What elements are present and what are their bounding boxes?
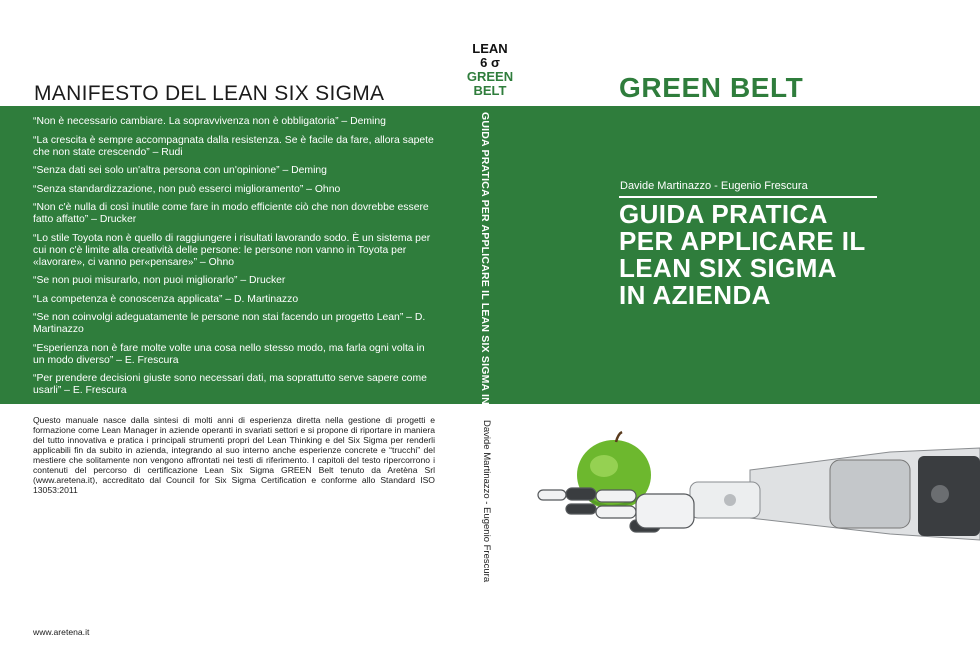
- front-title-line: PER APPLICARE IL: [619, 226, 866, 256]
- robot-arm-icon: [690, 448, 980, 540]
- quote: “Se non coinvolgi adeguatamente le persone non stai facendo un progetto Lean” – D. Martinazzo: [33, 312, 426, 335]
- robot-fingers-icon: [538, 488, 694, 532]
- title-divider: [619, 196, 877, 198]
- front-title: [619, 201, 959, 309]
- quote: “La crescita è sempre accompagnata dalla resistenza. Se è facile da fare, allora sapete che non state crescendo” – Rudi: [33, 134, 434, 158]
- logo-line-green: GREEN: [466, 69, 514, 84]
- back-cover-blurb: Questo manuale nasce dalla sintesi di molti anni di esperienza diretta nella gestione di progetti e formazione come Lean Manager in aziende operanti in svariati settori e si propone di riportare in maniera del tutto innovativa e pratica i principali strumenti propri del Lean Thinking e del Six Sigma per renderli applicabili fin da subito in azienda, integrando al suo interno anche esperienze concrete e “trucchi” del mestiere che solitamente non vengono affrontati nei testi di riferimento. I capitoli del testo ripercorrono i contenuti del percorso di certificazione Lean Six Sigma GREEN Belt tenuto da Aretèna Srl (www.aretena.it), accreditato dal Council for Six Sigma Certification e conforme allo Standard ISO 13053:2011: [33, 415, 435, 495]
- front-title-line: GUIDA PRATICA: [619, 199, 828, 229]
- quote: “La competenza è conoscenza applicata” – D. Martinazzo: [33, 293, 299, 305]
- quote: “Per prendere decisioni giuste sono necessari dati, ma soprattutto serve sapere come usarli” – E. Frescura: [33, 373, 427, 396]
- front-title-line: IN AZIENDA: [619, 280, 771, 310]
- quote: “Senza standardizzazione, non può esserci miglioramento” – Ohno: [33, 183, 341, 195]
- logo-line-sigma: 6 σ: [480, 55, 500, 70]
- website-link[interactable]: www.aretena.it: [33, 627, 90, 637]
- quote: “Lo stile Toyota non è quello di raggiungere i risultati lavorando sodo. È un sistema per cui non c'è limite alla creatività delle persone: le persone non vanno in Toyota per «lavorare», ci vanno per«pensare»” – Ohno: [33, 232, 431, 268]
- front-title-line: LEAN SIX SIGMA: [619, 253, 837, 283]
- quote: “Non è necessario cambiare. La sopravvivenza non è obbligatoria” – Deming: [33, 116, 386, 127]
- quote: “Non c'è nulla di così inutile come fare in modo efficiente ciò che non dovrebbe essere fatto affatto” – Drucker: [33, 202, 429, 225]
- front-authors: Davide Martinazzo - Eugenio Frescura: [620, 180, 808, 192]
- logo-line-lean: LEAN: [472, 41, 508, 56]
- quote: “Se non puoi misurarlo, non puoi migliorarlo” – Drucker: [33, 275, 286, 286]
- logo-line-belt: BELT: [473, 83, 507, 98]
- quotes-list: [33, 116, 438, 404]
- back-cover-title: MANIFESTO DEL LEAN SIX SIGMA: [34, 82, 385, 105]
- spine-title: GUIDA PRATICA PER APPLICARE IL LEAN SIX SIGMA IN AZIENDA: [479, 112, 491, 456]
- spine-authors: Davide Martinazzo - Eugenio Frescura: [481, 420, 492, 583]
- robot-hand-apple-illustration: [530, 430, 980, 550]
- lean-six-sigma-logo: [456, 42, 524, 98]
- green-belt-label: GREEN BELT: [619, 72, 804, 103]
- quote: “Esperienza non è fare molte volte una cosa nello stesso modo, ma farla ogni volta in un modo diverso” – E. Frescura: [33, 342, 425, 366]
- quote: “Senza dati sei solo un'altra persona con un'opinione” – Deming: [33, 165, 327, 176]
